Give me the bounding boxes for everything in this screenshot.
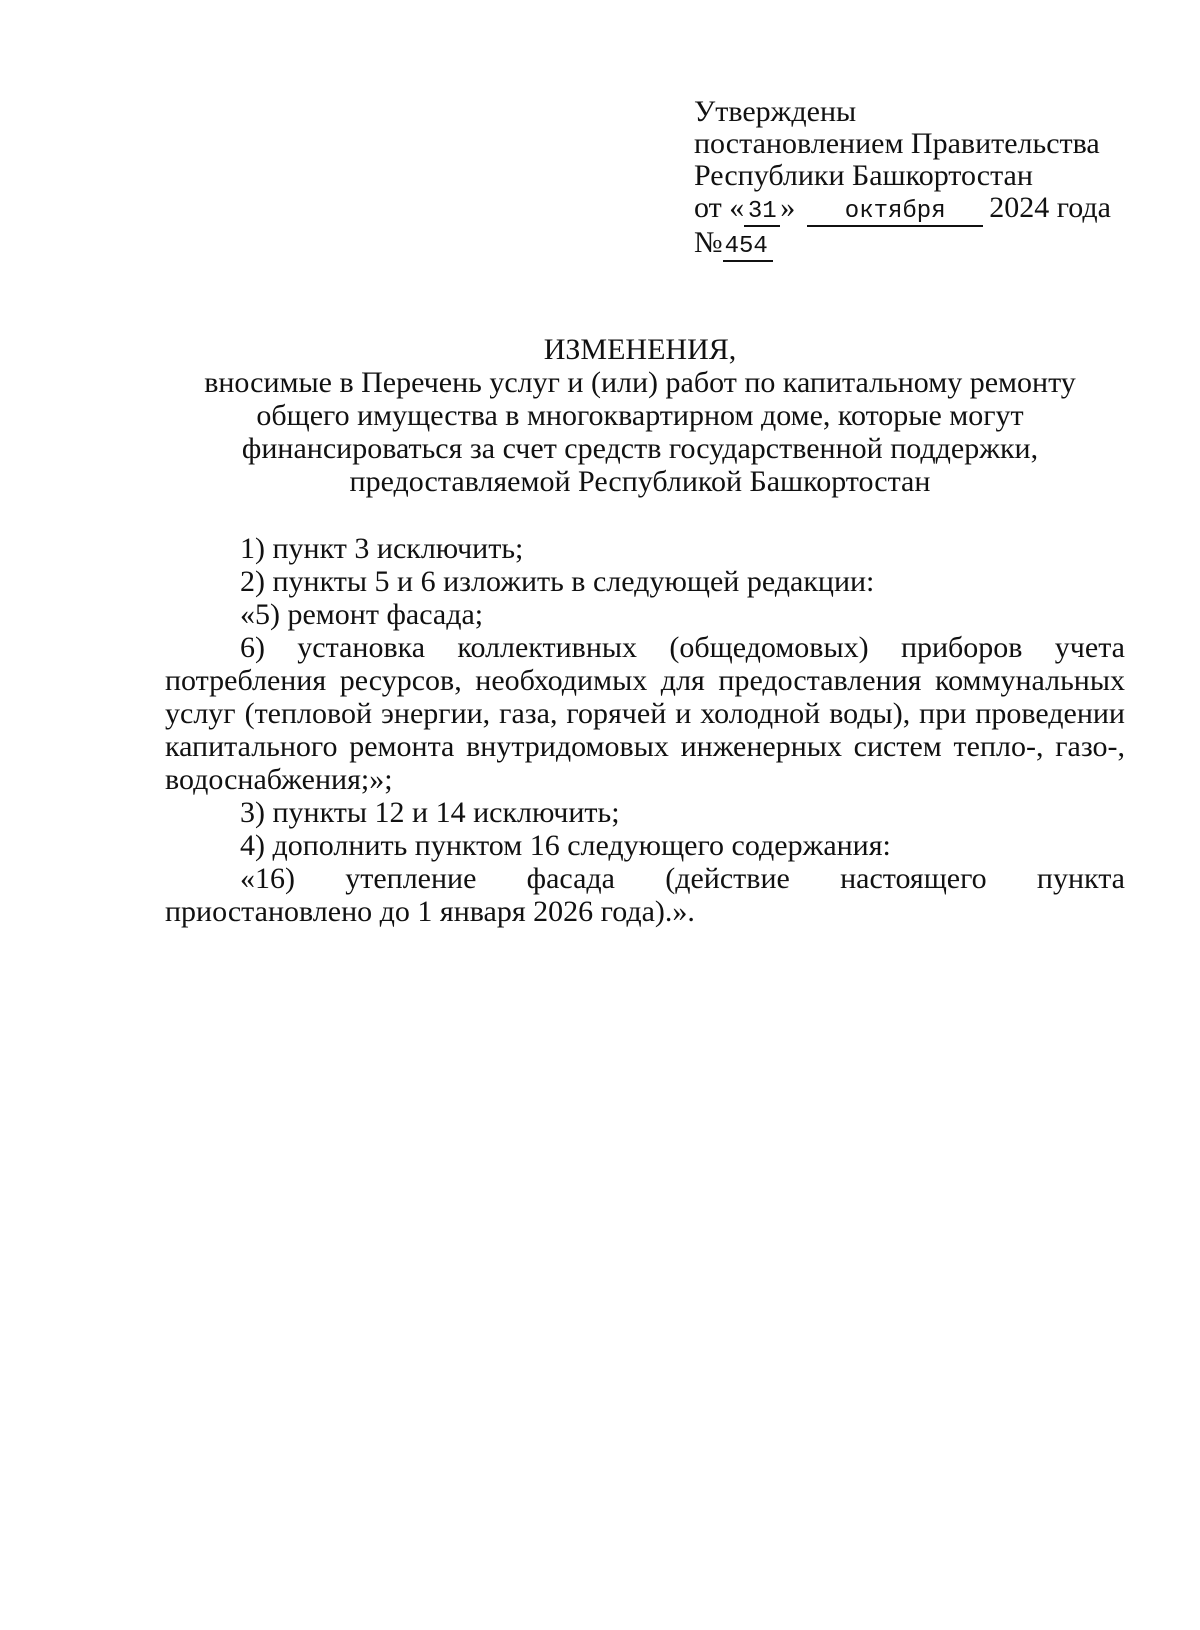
approval-block: [694, 96, 1174, 262]
document-number: 454: [723, 234, 773, 262]
number-prefix: №: [694, 226, 723, 259]
item-4-point-16: «16) утепление фасада (действие настоящего пункта приостановлено до 1 января 2026 года).».: [165, 862, 1125, 928]
item-2-point-6: 6) установка коллективных (общедомовых) приборов учета потребления ресурсов, необходимых для предоставления коммунальных услуг (тепловой энергии, газа, горячей и холодной воды), при проведении капитального ремонта внутридомовых инженерных систем тепло-, газо-, водоснабжения;»;: [165, 631, 1125, 796]
document-body: [165, 532, 1125, 928]
date-mid: »: [780, 191, 796, 224]
document-heading: ИЗМЕНЕНИЯ,: [543, 333, 737, 366]
approval-line-1: Утверждены: [694, 95, 857, 128]
approval-date-line: [694, 192, 1174, 227]
title-block: [140, 333, 1140, 498]
date-year: 2024 года: [989, 191, 1111, 224]
approval-line-3: Республики Башкортостан: [694, 159, 1033, 192]
item-3: 3) пункты 12 и 14 исключить;: [240, 796, 620, 829]
title-line-3: финансироваться за счет средств государственной поддержки,: [241, 432, 1039, 465]
item-2: 2) пункты 5 и 6 изложить в следующей редакции:: [240, 565, 875, 598]
title-line-4: предоставляемой Республикой Башкортостан: [349, 465, 931, 498]
approval-line-2: постановлением Правительства: [694, 127, 1100, 160]
date-day: 31: [744, 199, 780, 227]
date-month: октября: [807, 199, 983, 227]
approval-number-line: [694, 227, 1174, 262]
title-line-2: общего имущества в многоквартирном доме, которые могут: [256, 399, 1024, 432]
item-4: 4) дополнить пунктом 16 следующего содержания:: [240, 829, 891, 862]
item-1: 1) пункт 3 исключить;: [240, 532, 524, 565]
title-line-1: вносимые в Перечень услуг и (или) работ по капитальному ремонту: [204, 366, 1076, 399]
item-2-point-5: «5) ремонт фасада;: [240, 598, 484, 631]
date-prefix: от «: [694, 191, 745, 224]
